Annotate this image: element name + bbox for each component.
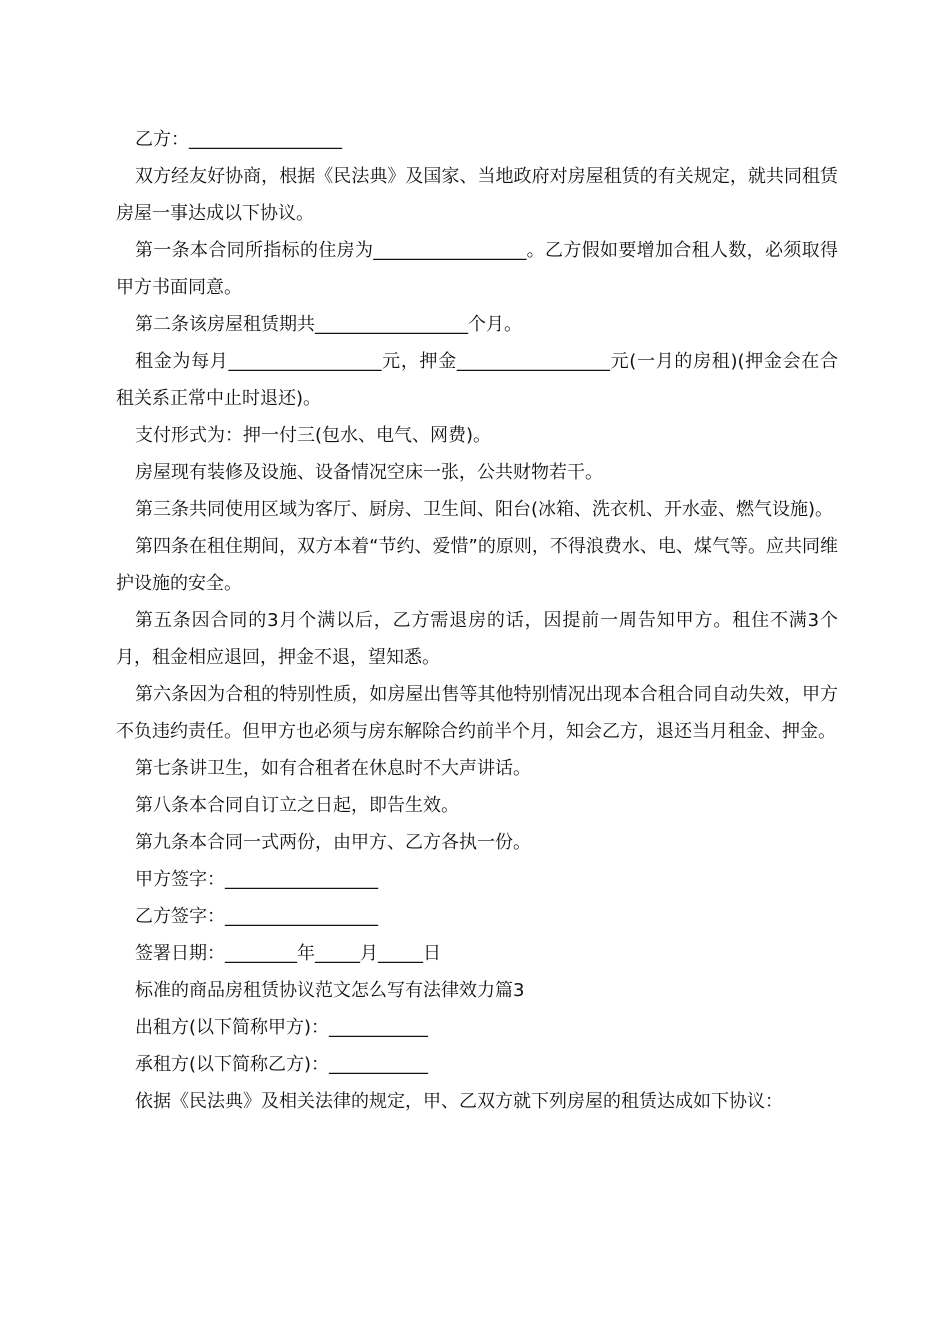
payment-method-paragraph: 支付形式为：押一付三(包水、电气、网费)。 — [135, 425, 492, 446]
facilities-paragraph: 房屋现有装修及设施、设备情况空床一张，公共财物若干。 — [135, 462, 603, 483]
lessee-line: 承租方(以下简称乙方)：___________ — [135, 1054, 429, 1075]
section-heading: 标准的商品房租赁协议范文怎么写有法律效力篇3 — [135, 980, 525, 1001]
rent-deposit-paragraph: 租金为每月_________________元，押金_________________元(一月的房租)(押金会在合租关系正常中止时退还)。 — [116, 351, 838, 409]
article-5: 第五条因合同的3月个满以后，乙方需退房的话，因提前一周告知甲方。租住不满3个月，租金相应退回，押金不退，望知悉。 — [116, 610, 838, 668]
article-6: 第六条因为合租的特别性质，如房屋出售等其他特别情况出现本合租合同自动失效，甲方不负违约责任。但甲方也必须与房东解除合约前半个月，知会乙方，退还当月租金、押金。 — [116, 684, 838, 742]
intro-paragraph: 双方经友好协商，根据《民法典》及国家、当地政府对房屋租赁的有关规定，就共同租赁房屋一事达成以下协议。 — [116, 166, 838, 224]
article-1: 第一条本合同所指标的住房为_________________。乙方假如要增加合租人数，必须取得甲方书面同意。 — [116, 240, 838, 298]
agreement-preamble: 依据《民法典》及相关法律的规定，甲、乙双方就下列房屋的租赁达成如下协议： — [135, 1091, 783, 1112]
lessor-line: 出租方(以下简称甲方)：___________ — [135, 1017, 429, 1038]
party-b-signature-line: 乙方签字：_________________ — [135, 906, 378, 927]
signing-date-line: 签署日期：________年_____月_____日 — [135, 943, 441, 964]
article-3: 第三条共同使用区域为客厅、厨房、卫生间、阳台(冰箱、洗衣机、开水壶、燃气设施)。 — [135, 499, 834, 520]
party-a-signature-line: 甲方签字：_________________ — [135, 869, 378, 890]
article-9: 第九条本合同一式两份，由甲方、乙方各执一份。 — [135, 832, 531, 853]
document-body — [116, 121, 838, 1120]
party-b-line: 乙方：_________________ — [135, 129, 342, 150]
article-4: 第四条在租住期间，双方本着“节约、爱惜”的原则，不得浪费水、电、煤气等。应共同维护设施的安全。 — [116, 536, 838, 594]
article-2: 第二条该房屋租赁期共_________________个月。 — [135, 314, 522, 335]
article-7: 第七条讲卫生，如有合租者在休息时不大声讲话。 — [135, 758, 531, 779]
article-8: 第八条本合同自订立之日起，即告生效。 — [135, 795, 459, 816]
